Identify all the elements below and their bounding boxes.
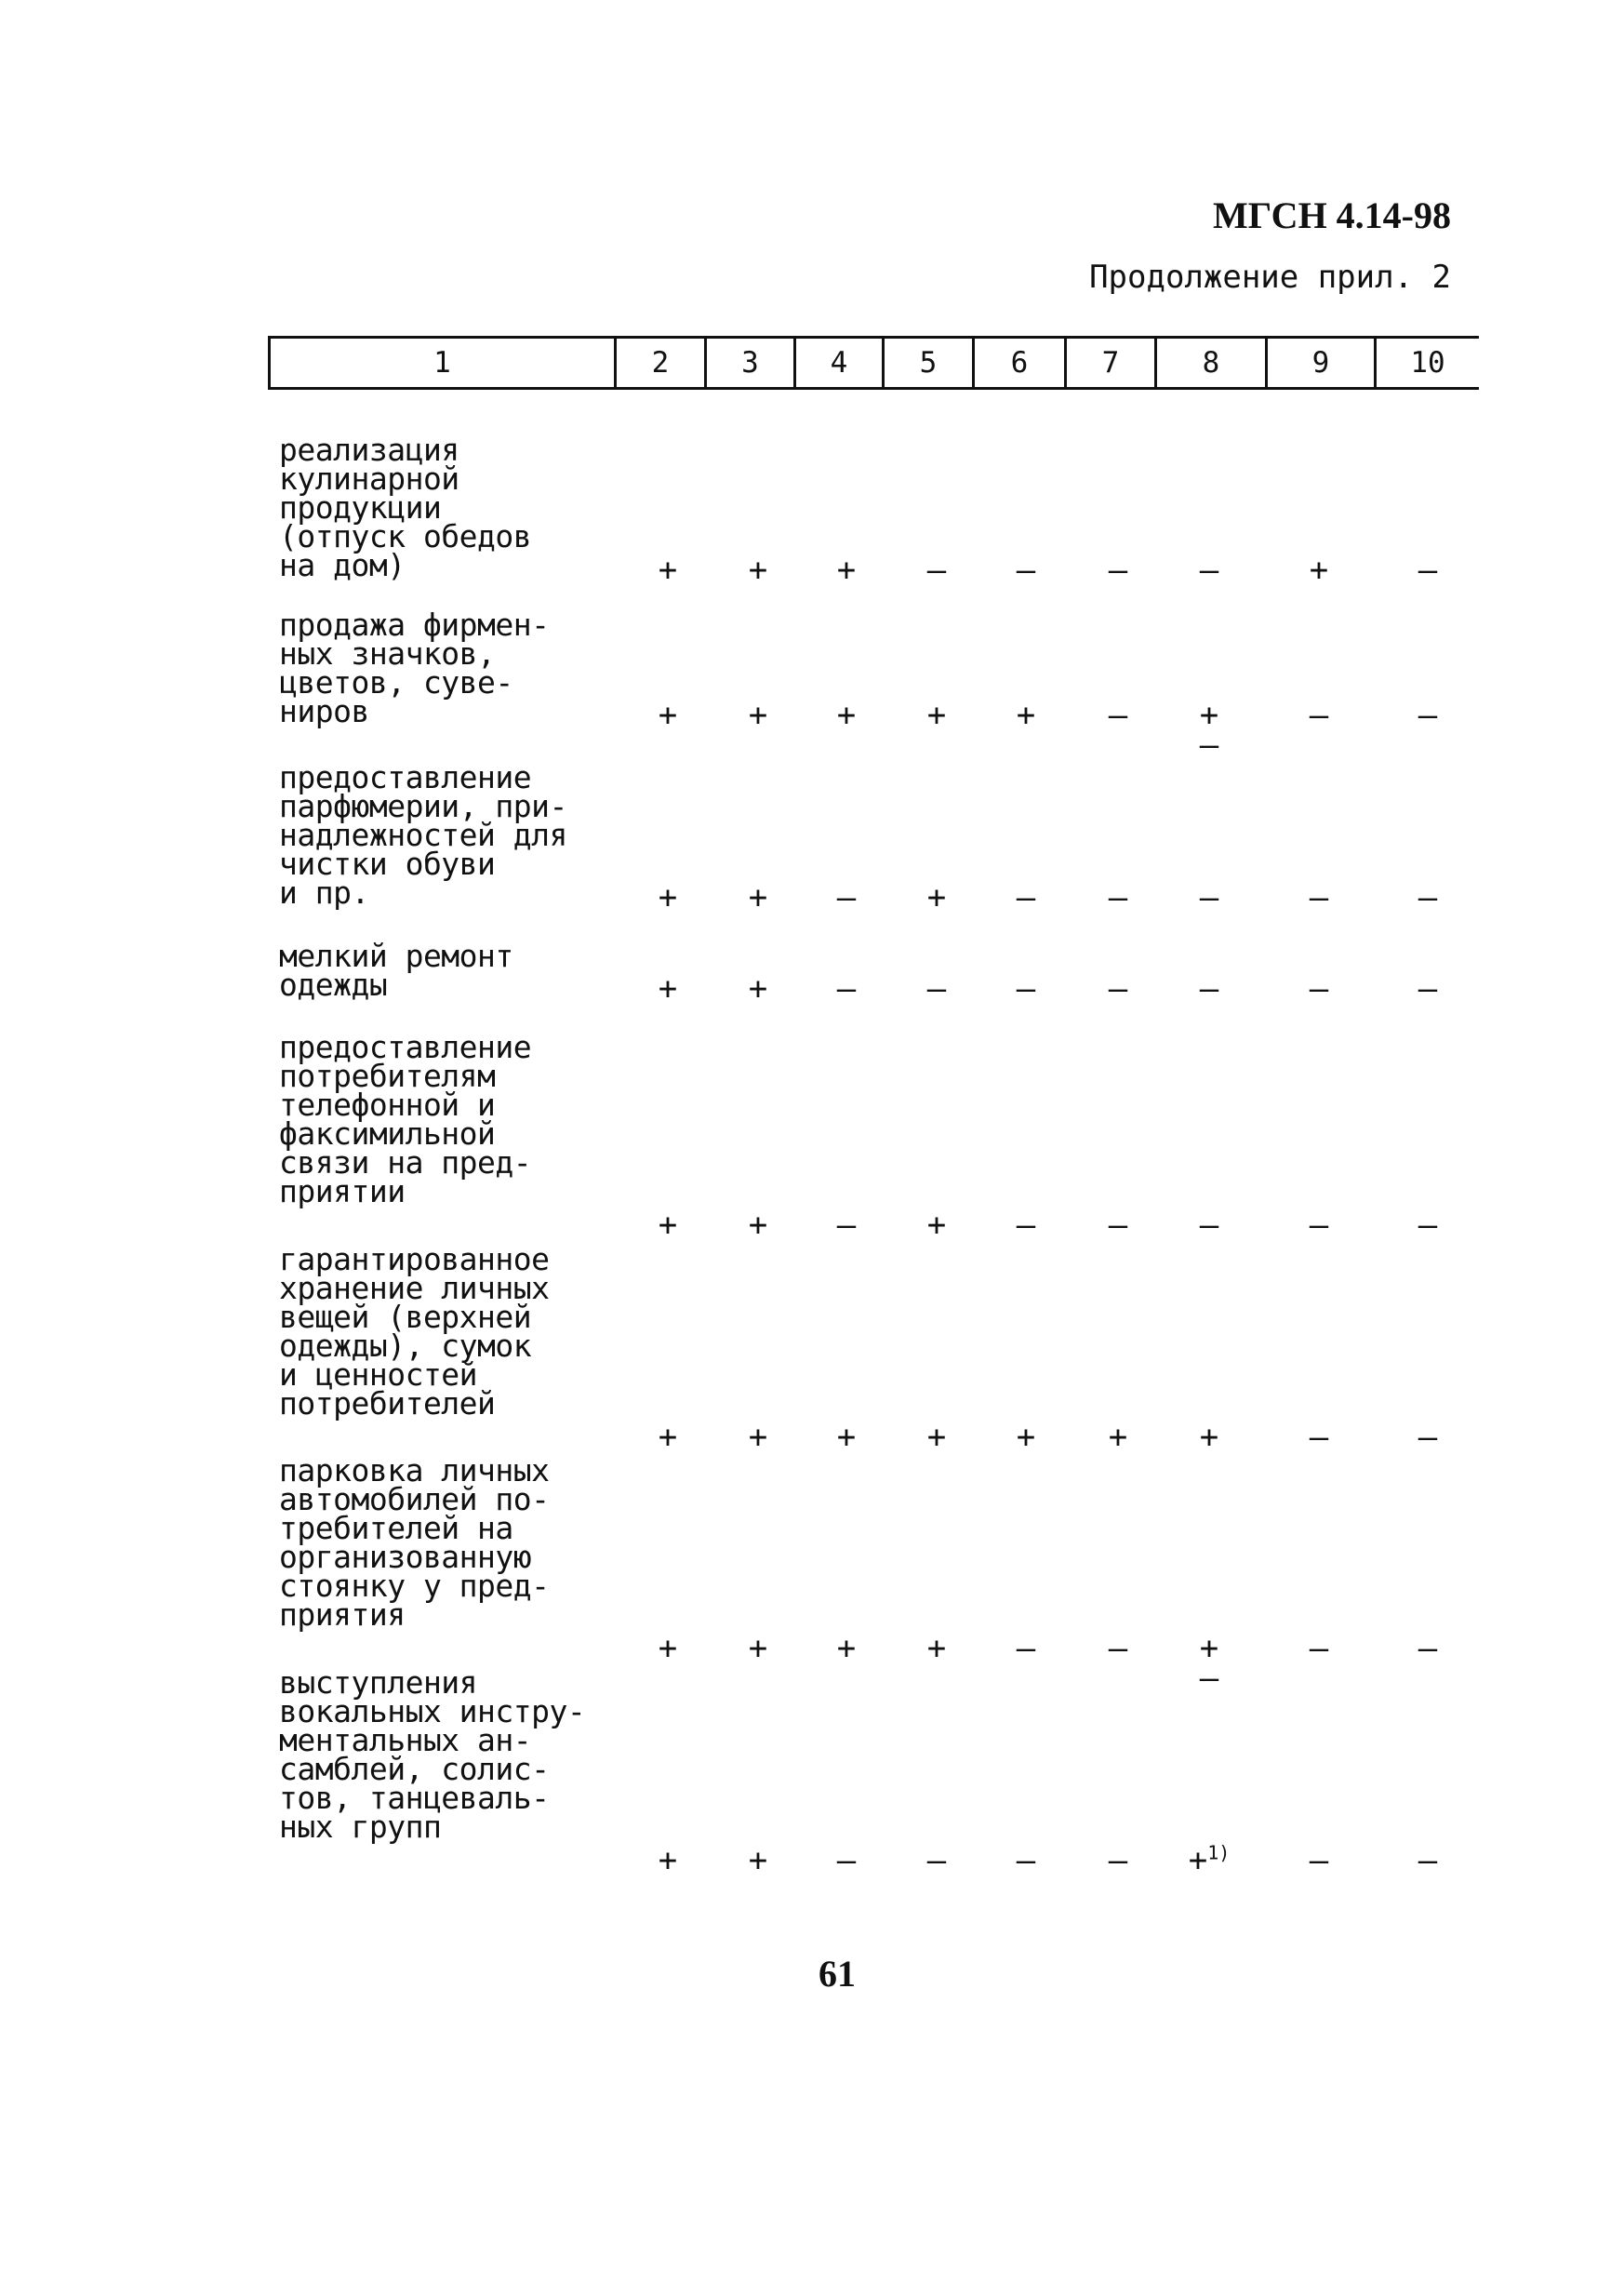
row-label: мелкий ремонт одежды [279, 938, 513, 1003]
cell-mark-value: + [748, 970, 768, 1008]
cell-mark-value: + [658, 1842, 678, 1879]
row-label: продажа фирмен- ных значков, цветов, суве- ниров [279, 607, 550, 729]
cell-mark-col-7 [1090, 1842, 1146, 1879]
cell-mark-col-3 [730, 970, 786, 1008]
cell-mark-col-2 [640, 970, 696, 1008]
cell-mark-value: – [1418, 1842, 1438, 1879]
cell-mark-value: – [1108, 1207, 1128, 1244]
footnote-marker: 1) [1207, 1841, 1231, 1864]
cell-mark-col-8 [1181, 1419, 1237, 1456]
cell-mark-value: + [658, 1630, 678, 1667]
cell-mark-col-6 [998, 879, 1054, 916]
cell-mark-col-2 [640, 1207, 696, 1244]
cell-mark-col-10 [1400, 697, 1456, 734]
cell-mark-col-7 [1090, 552, 1146, 589]
cell-mark-value: + [658, 697, 678, 734]
cell-mark-value: + [926, 1630, 947, 1667]
cell-mark-value: – [1108, 879, 1128, 916]
cell-mark-col-5 [909, 1419, 965, 1456]
column-header-4: 4 [793, 336, 882, 390]
row-label: предоставление парфюмерии, при- надлежностей для чистки обуви и пр. [279, 759, 567, 911]
cell-mark-value: + [748, 879, 768, 916]
cell-mark-value: – [1016, 552, 1036, 589]
cell-mark-value: – [1309, 1207, 1329, 1244]
cell-mark-col-9 [1291, 1842, 1347, 1879]
cell-mark-col-6 [998, 970, 1054, 1008]
cell-mark-col-8-extra: – [1199, 1660, 1219, 1697]
cell-mark-col-7 [1090, 1419, 1146, 1456]
cell-mark-value: – [1016, 1842, 1036, 1879]
cell-mark-col-2 [640, 552, 696, 589]
table-header [0, 0, 1624, 409]
cell-mark-value: – [1199, 970, 1219, 1008]
cell-mark-value: – [1418, 697, 1438, 734]
cell-mark-value: – [1199, 552, 1219, 589]
column-header-3: 3 [704, 336, 793, 390]
cell-mark-value: + [658, 1207, 678, 1244]
cell-mark-value: + [658, 970, 678, 1008]
cell-mark-col-6 [998, 697, 1054, 734]
cell-mark-value: + [748, 697, 768, 734]
cell-mark-value: + [748, 1207, 768, 1244]
cell-mark-col-3 [730, 1207, 786, 1244]
cell-mark-value: – [1108, 1630, 1128, 1667]
column-header-7: 7 [1064, 336, 1154, 390]
cell-mark-col-10 [1400, 970, 1456, 1008]
cell-mark-col-8 [1181, 879, 1237, 916]
cell-mark-col-3 [730, 552, 786, 589]
cell-mark-value: + [836, 552, 857, 589]
cell-mark-value: + [748, 1419, 768, 1456]
cell-mark-col-5 [909, 552, 965, 589]
cell-mark-value: – [1016, 970, 1036, 1008]
cell-mark-col-3 [730, 1630, 786, 1667]
cell-mark-col-3 [730, 1842, 786, 1879]
cell-mark-col-6 [998, 1842, 1054, 1879]
cell-mark-col-8 [1181, 970, 1237, 1008]
cell-mark-value: – [1309, 1419, 1329, 1456]
cell-mark-col-9 [1291, 697, 1347, 734]
cell-mark-value: + [1309, 552, 1329, 589]
cell-mark-col-2 [640, 697, 696, 734]
page-number: 61 [819, 1953, 856, 1995]
cell-mark-value: – [1199, 879, 1219, 916]
cell-mark-col-7 [1090, 1630, 1146, 1667]
cell-mark-value: + [926, 1419, 947, 1456]
cell-mark-value: + [658, 1419, 678, 1456]
column-header-2: 2 [614, 336, 704, 390]
cell-mark-col-4 [819, 552, 874, 589]
cell-mark-col-3 [730, 697, 786, 734]
cell-mark-col-5 [909, 697, 965, 734]
cell-mark-col-8 [1181, 552, 1237, 589]
cell-mark-value: + [1016, 697, 1036, 734]
cell-mark-value: – [1418, 970, 1438, 1008]
cell-mark-value: – [926, 552, 947, 589]
row-label: предоставление потребителям телефонной и факсимильной связи на пред- приятии [279, 1029, 532, 1209]
cell-mark-col-2 [640, 1419, 696, 1456]
cell-mark-value: + [926, 697, 947, 734]
cell-mark-col-4 [819, 1207, 874, 1244]
cell-mark-value: + [1199, 697, 1219, 734]
column-header-5: 5 [882, 336, 972, 390]
cell-mark-col-5 [909, 879, 965, 916]
cell-mark-col-10 [1400, 1207, 1456, 1244]
cell-mark-col-9 [1291, 1630, 1347, 1667]
cell-mark-value: + [1199, 1630, 1219, 1667]
cell-mark-value: – [1108, 697, 1128, 734]
cell-mark-value: – [1418, 879, 1438, 916]
cell-mark-value: – [836, 879, 857, 916]
cell-mark-value: + [658, 552, 678, 589]
cell-mark-value: – [1108, 970, 1128, 1008]
row-label: гарантированное хранение личных вещей (верхней одежды), сумок и ценностей потребителей [279, 1241, 550, 1421]
cell-mark-col-8-extra: – [1199, 727, 1219, 764]
cell-mark-col-10 [1400, 1842, 1456, 1879]
cell-mark-col-3 [730, 879, 786, 916]
cell-mark-col-6 [998, 1630, 1054, 1667]
cell-mark-value: – [836, 1842, 857, 1879]
cell-mark-value: – [1309, 879, 1329, 916]
cell-mark-col-7 [1090, 970, 1146, 1008]
cell-mark-value: + [836, 1419, 857, 1456]
cell-mark-col-5 [909, 1842, 965, 1879]
cell-mark-value: + [1188, 1842, 1208, 1879]
cell-mark-col-6 [998, 552, 1054, 589]
cell-mark-value: – [1108, 1842, 1128, 1879]
cell-mark-value: – [926, 1842, 947, 1879]
cell-mark-value: + [748, 1842, 768, 1879]
cell-mark-value: + [1108, 1419, 1128, 1456]
cell-mark-col-4 [819, 1630, 874, 1667]
cell-mark-col-8 [1181, 1207, 1237, 1244]
cell-mark-col-5 [909, 1207, 965, 1244]
cell-mark-col-7 [1090, 697, 1146, 734]
cell-mark-value: – [1309, 1630, 1329, 1667]
cell-mark-col-6 [998, 1419, 1054, 1456]
column-header-10: 10 [1374, 336, 1479, 390]
row-label: выступления вокальных инстру- ментальных ан- самблей, солис- тов, танцеваль- ных групп [279, 1664, 586, 1845]
cell-mark-value: – [1016, 1207, 1036, 1244]
cell-mark-value: + [836, 697, 857, 734]
cell-mark-value: + [926, 1207, 947, 1244]
row-label: парковка личных автомобилей по- требителей на организованную стоянку у пред- приятия [279, 1452, 550, 1633]
cell-mark-col-10 [1400, 1419, 1456, 1456]
cell-mark-col-9 [1291, 879, 1347, 916]
doc-code: МГСН 4.14-98 [1213, 194, 1451, 236]
row-label: реализация кулинарной продукции (отпуск обедов на дом) [279, 432, 532, 583]
cell-mark-value: – [1418, 1630, 1438, 1667]
cell-mark-value: – [1309, 697, 1329, 734]
cell-mark-value: – [1418, 1207, 1438, 1244]
cell-mark-col-9 [1291, 1207, 1347, 1244]
cell-mark-col-2 [640, 879, 696, 916]
cell-mark-col-4 [819, 697, 874, 734]
cell-mark-value: – [1016, 1630, 1036, 1667]
cell-mark-col-8 [1181, 1841, 1237, 1879]
cell-mark-value: – [1108, 552, 1128, 589]
cell-mark-value: + [1199, 1419, 1219, 1456]
column-header-9: 9 [1265, 336, 1374, 390]
cell-mark-col-9 [1291, 970, 1347, 1008]
column-header-6: 6 [972, 336, 1064, 390]
cell-mark-value: – [1016, 879, 1036, 916]
cell-mark-value: + [1016, 1419, 1036, 1456]
column-header-8: 8 [1154, 336, 1265, 390]
cell-mark-col-6 [998, 1207, 1054, 1244]
cell-mark-col-9 [1291, 552, 1347, 589]
cell-mark-value: – [1309, 1842, 1329, 1879]
cell-mark-col-10 [1400, 1630, 1456, 1667]
column-header-1: 1 [268, 336, 614, 390]
cell-mark-col-5 [909, 970, 965, 1008]
cell-mark-value: – [836, 1207, 857, 1244]
cell-mark-col-5 [909, 1630, 965, 1667]
cell-mark-value: + [748, 552, 768, 589]
cell-mark-col-4 [819, 1419, 874, 1456]
cell-mark-col-4 [819, 1842, 874, 1879]
cell-mark-col-7 [1090, 879, 1146, 916]
cell-mark-value: + [836, 1630, 857, 1667]
cell-mark-value: + [658, 879, 678, 916]
cell-mark-col-7 [1090, 1207, 1146, 1244]
cell-mark-col-4 [819, 970, 874, 1008]
cell-mark-col-10 [1400, 552, 1456, 589]
cell-mark-value: – [1418, 552, 1438, 589]
cell-mark-value: – [1309, 970, 1329, 1008]
cell-mark-col-3 [730, 1419, 786, 1456]
cell-mark-value: – [1418, 1419, 1438, 1456]
cell-mark-value: + [926, 879, 947, 916]
cell-mark-col-9 [1291, 1419, 1347, 1456]
cell-mark-value: – [1199, 1207, 1219, 1244]
cell-mark-col-2 [640, 1630, 696, 1667]
cell-mark-col-10 [1400, 879, 1456, 916]
cell-mark-col-4 [819, 879, 874, 916]
continuation-note: Продолжение прил. 2 [1089, 259, 1451, 296]
cell-mark-value: – [836, 970, 857, 1008]
cell-mark-value: + [748, 1630, 768, 1667]
cell-mark-value: – [926, 970, 947, 1008]
cell-mark-col-2 [640, 1842, 696, 1879]
